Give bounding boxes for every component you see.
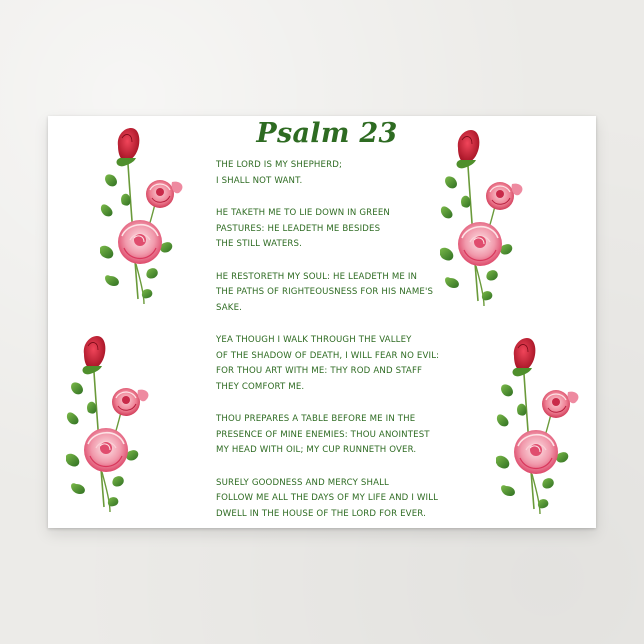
verse-line: HE RESTORETH MY SOUL: HE LEADETH ME IN	[216, 271, 418, 282]
verse-1	[216, 158, 456, 189]
verse-line: DWELL IN THE HOUSE OF THE LORD FOR EVER.	[216, 508, 426, 519]
verse-line: PASTURES: HE LEADETH ME BESIDES	[216, 223, 381, 234]
verse-2	[216, 206, 456, 253]
verse-line: PRESENCE OF MINE ENEMIES: THOU ANOINTEST	[216, 429, 430, 440]
rose-bouquet-icon	[100, 124, 186, 308]
verse-line: THE STILL WATERS.	[216, 239, 303, 249]
verse-line: FOR THOU ART WITH ME: THY ROD AND STAFF	[216, 366, 423, 376]
verse-line: THOU PREPARES A TABLE BEFORE ME IN THE	[216, 414, 416, 424]
rose-bouquet-icon	[66, 332, 152, 516]
verse-4	[216, 333, 456, 395]
verse-line: SAKE.	[216, 302, 243, 313]
verse-line: THEY COMFORT ME.	[216, 381, 305, 392]
verse-line: MY HEAD WITH OIL; MY CUP RUNNETH OVER.	[216, 445, 417, 455]
verse-line: THE PATHS OF RIGHTEOUSNESS FOR HIS NAME'S	[216, 287, 434, 297]
rose-bouquet-icon	[496, 334, 582, 518]
verse-5	[216, 412, 456, 459]
verse-line: YEA THOUGH I WALK THROUGH THE VALLEY	[216, 335, 412, 345]
verse-line: HE TAKETH ME TO LIE DOWN IN GREEN	[216, 208, 391, 218]
verse-line: FOLLOW ME ALL THE DAYS OF MY LIFE AND I WILL	[216, 493, 439, 503]
verse-3	[216, 270, 456, 317]
card-title: Psalm 23	[256, 118, 398, 149]
verse-line: I SHALL NOT WANT.	[216, 175, 303, 186]
verse-6	[216, 476, 456, 523]
verse-line: OF THE SHADOW OF DEATH, I WILL FEAR NO EVIL:	[216, 350, 440, 361]
verse-line: THE LORD IS MY SHEPHERD;	[216, 160, 343, 170]
verse-line: SURELY GOODNESS AND MERCY SHALL	[216, 477, 389, 488]
psalm-verses	[216, 158, 456, 539]
